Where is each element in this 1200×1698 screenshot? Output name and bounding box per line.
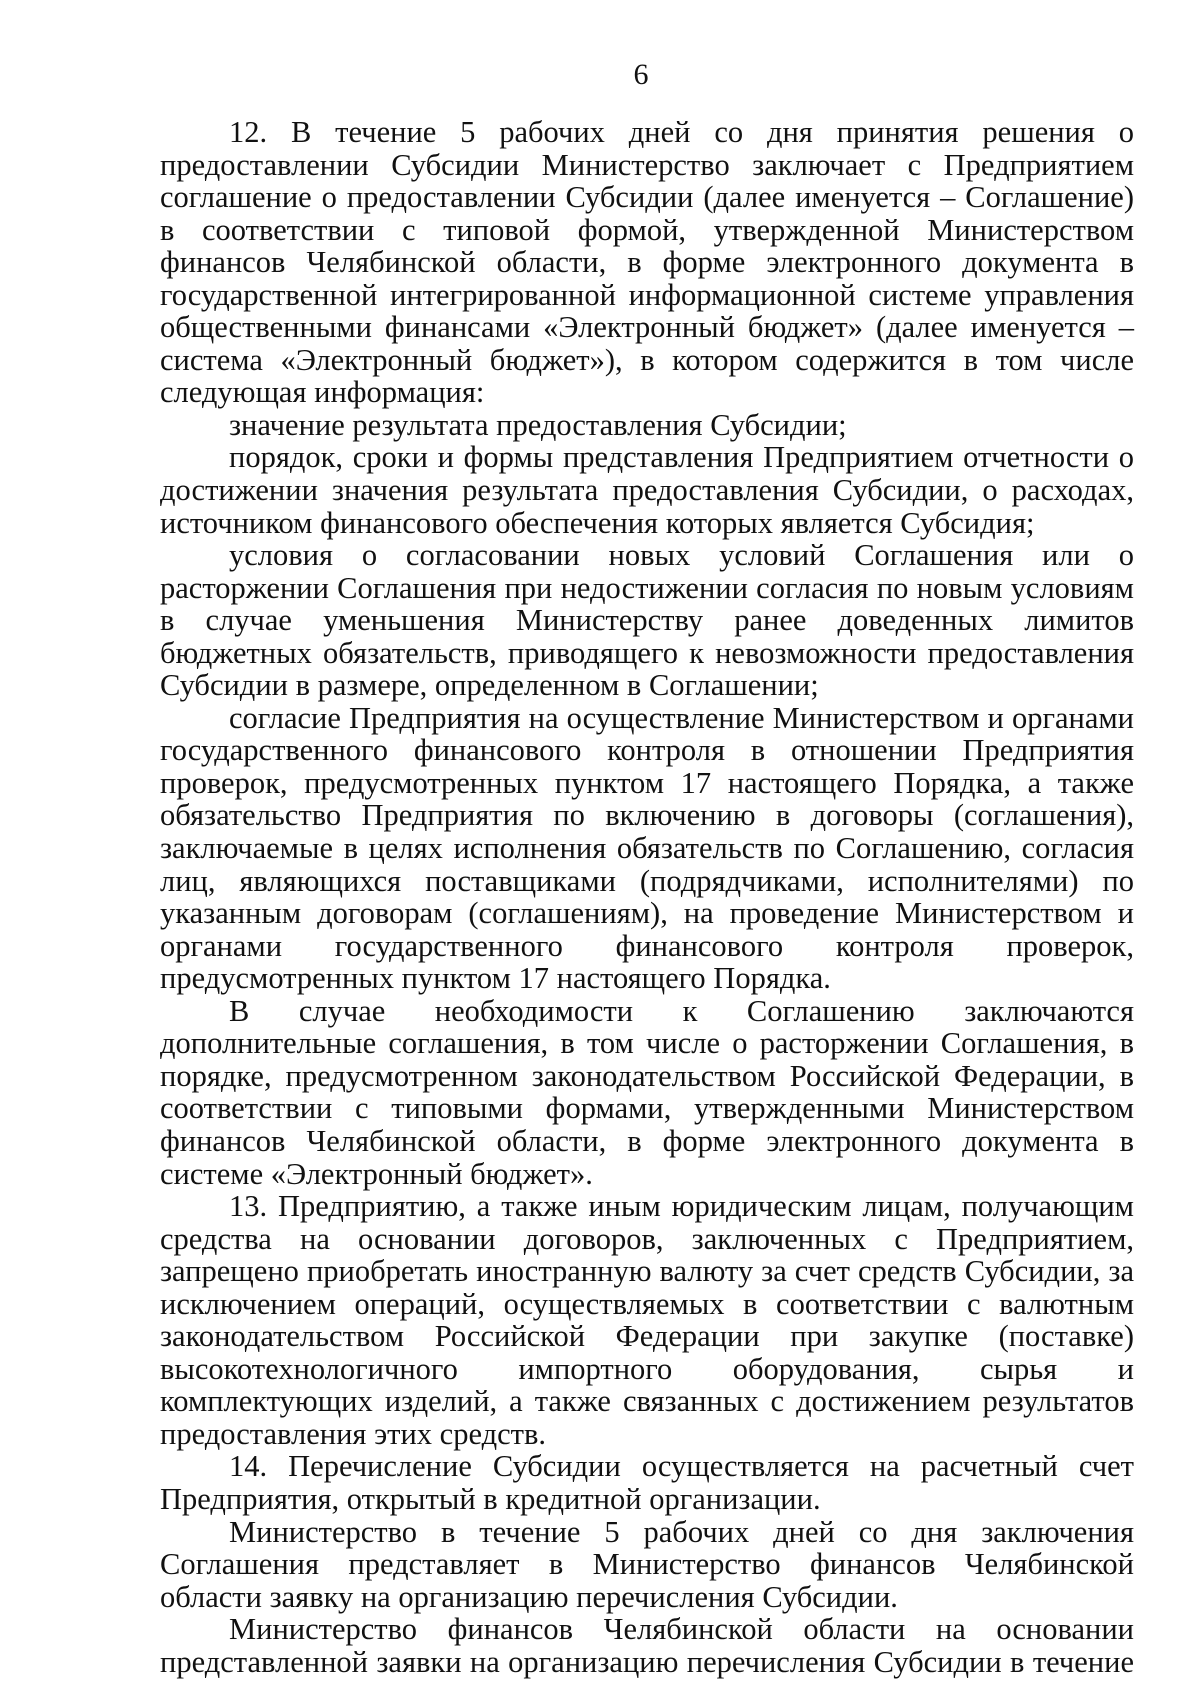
page-number: 6 [633, 58, 649, 91]
document-body [160, 116, 1134, 1678]
paragraph-13: 13. Предприятию, а также иным юридическим лицам, получающим средства на основании договоров, заключенных с Предприятием, запрещено приобретать иностранную валюту за счет средств Субсидии, за исключением операций, осуществляемых в соответствии с валютным законодательством Российской Федерации при закупке (поставке) высокотехнологичного импортного оборудования, сырья и комплектующих изделий, а также связанных с достижением результатов предоставления этих средств. [160, 1189, 1134, 1451]
paragraph-termination-conditions: условия о согласовании новых условий Соглашения или о расторжении Соглашения при недостижении согласия по новым условиям в случае уменьшения Министерству ранее доведенных лимитов бюджетных обязательств, приводящего к невозможности предоставления Субсидии в размере, определенном в Соглашении; [160, 538, 1134, 703]
paragraph-14: 14. Перечисление Субсидии осуществляется на расчетный счет Предприятия, открытый в кредитной организации. [160, 1449, 1134, 1516]
paragraph-reporting-order: порядок, сроки и формы представления Предприятием отчетности о достижении значения результата предоставления Субсидии, о расходах, источником финансового обеспечения которых является Субсидия; [160, 440, 1134, 540]
paragraph-additional-agreements: В случае необходимости к Соглашению заключаются дополнительные соглашения, в том числе о расторжении Соглашения, в порядке, предусмотренном законодательством Российской Федерации, в соответствии с типовыми формами, утвержденными Министерством финансов Челябинской области, в форме электронного документа в системе «Электронный бюджет». [160, 993, 1134, 1191]
paragraph-finance-ministry: Министерство финансов Челябинской области на основании представленной заявки на организацию перечисления Субсидии в течение [160, 1612, 1134, 1679]
paragraph-12: 12. В течение 5 рабочих дней со дня принятия решения о предоставлении Субсидии Министерство заключает с Предприятием соглашение о предоставлении Субсидии (далее именуется – Соглашение) в соответствии с типовой формой, утвержденной Министерством финансов Челябинской области, в форме электронного документа в государственной интегрированной информационной системе управления общественными финансами «Электронный бюджет» (далее именуется – система «Электронный бюджет»), в котором содержится в том числе следующая информация: [160, 115, 1134, 410]
paragraph-result-value: значение результата предоставления Субсидии; [229, 407, 847, 442]
paragraph-consent-inspections: согласие Предприятия на осуществление Министерством и органами государственного финансового контроля в отношении Предприятия проверок, предусмотренных пунктом 17 настоящего Порядка, а также обязательство Предприятия по включению в договоры (соглашения), заключаемые в целях исполнения обязательств по Соглашению, согласия лиц, являющихся поставщиками (подрядчиками, исполнителями) по указанным договорам (соглашениям), на проведение Министерством и органами государственного финансового контроля проверок, предусмотренных пунктом 17 настоящего Порядка. [160, 700, 1134, 996]
paragraph-ministry-application: Министерство в течение 5 рабочих дней со дня заключения Соглашения представляет в Министерство финансов Челябинской области заявку на организацию перечисления Субсидии. [160, 1514, 1134, 1614]
